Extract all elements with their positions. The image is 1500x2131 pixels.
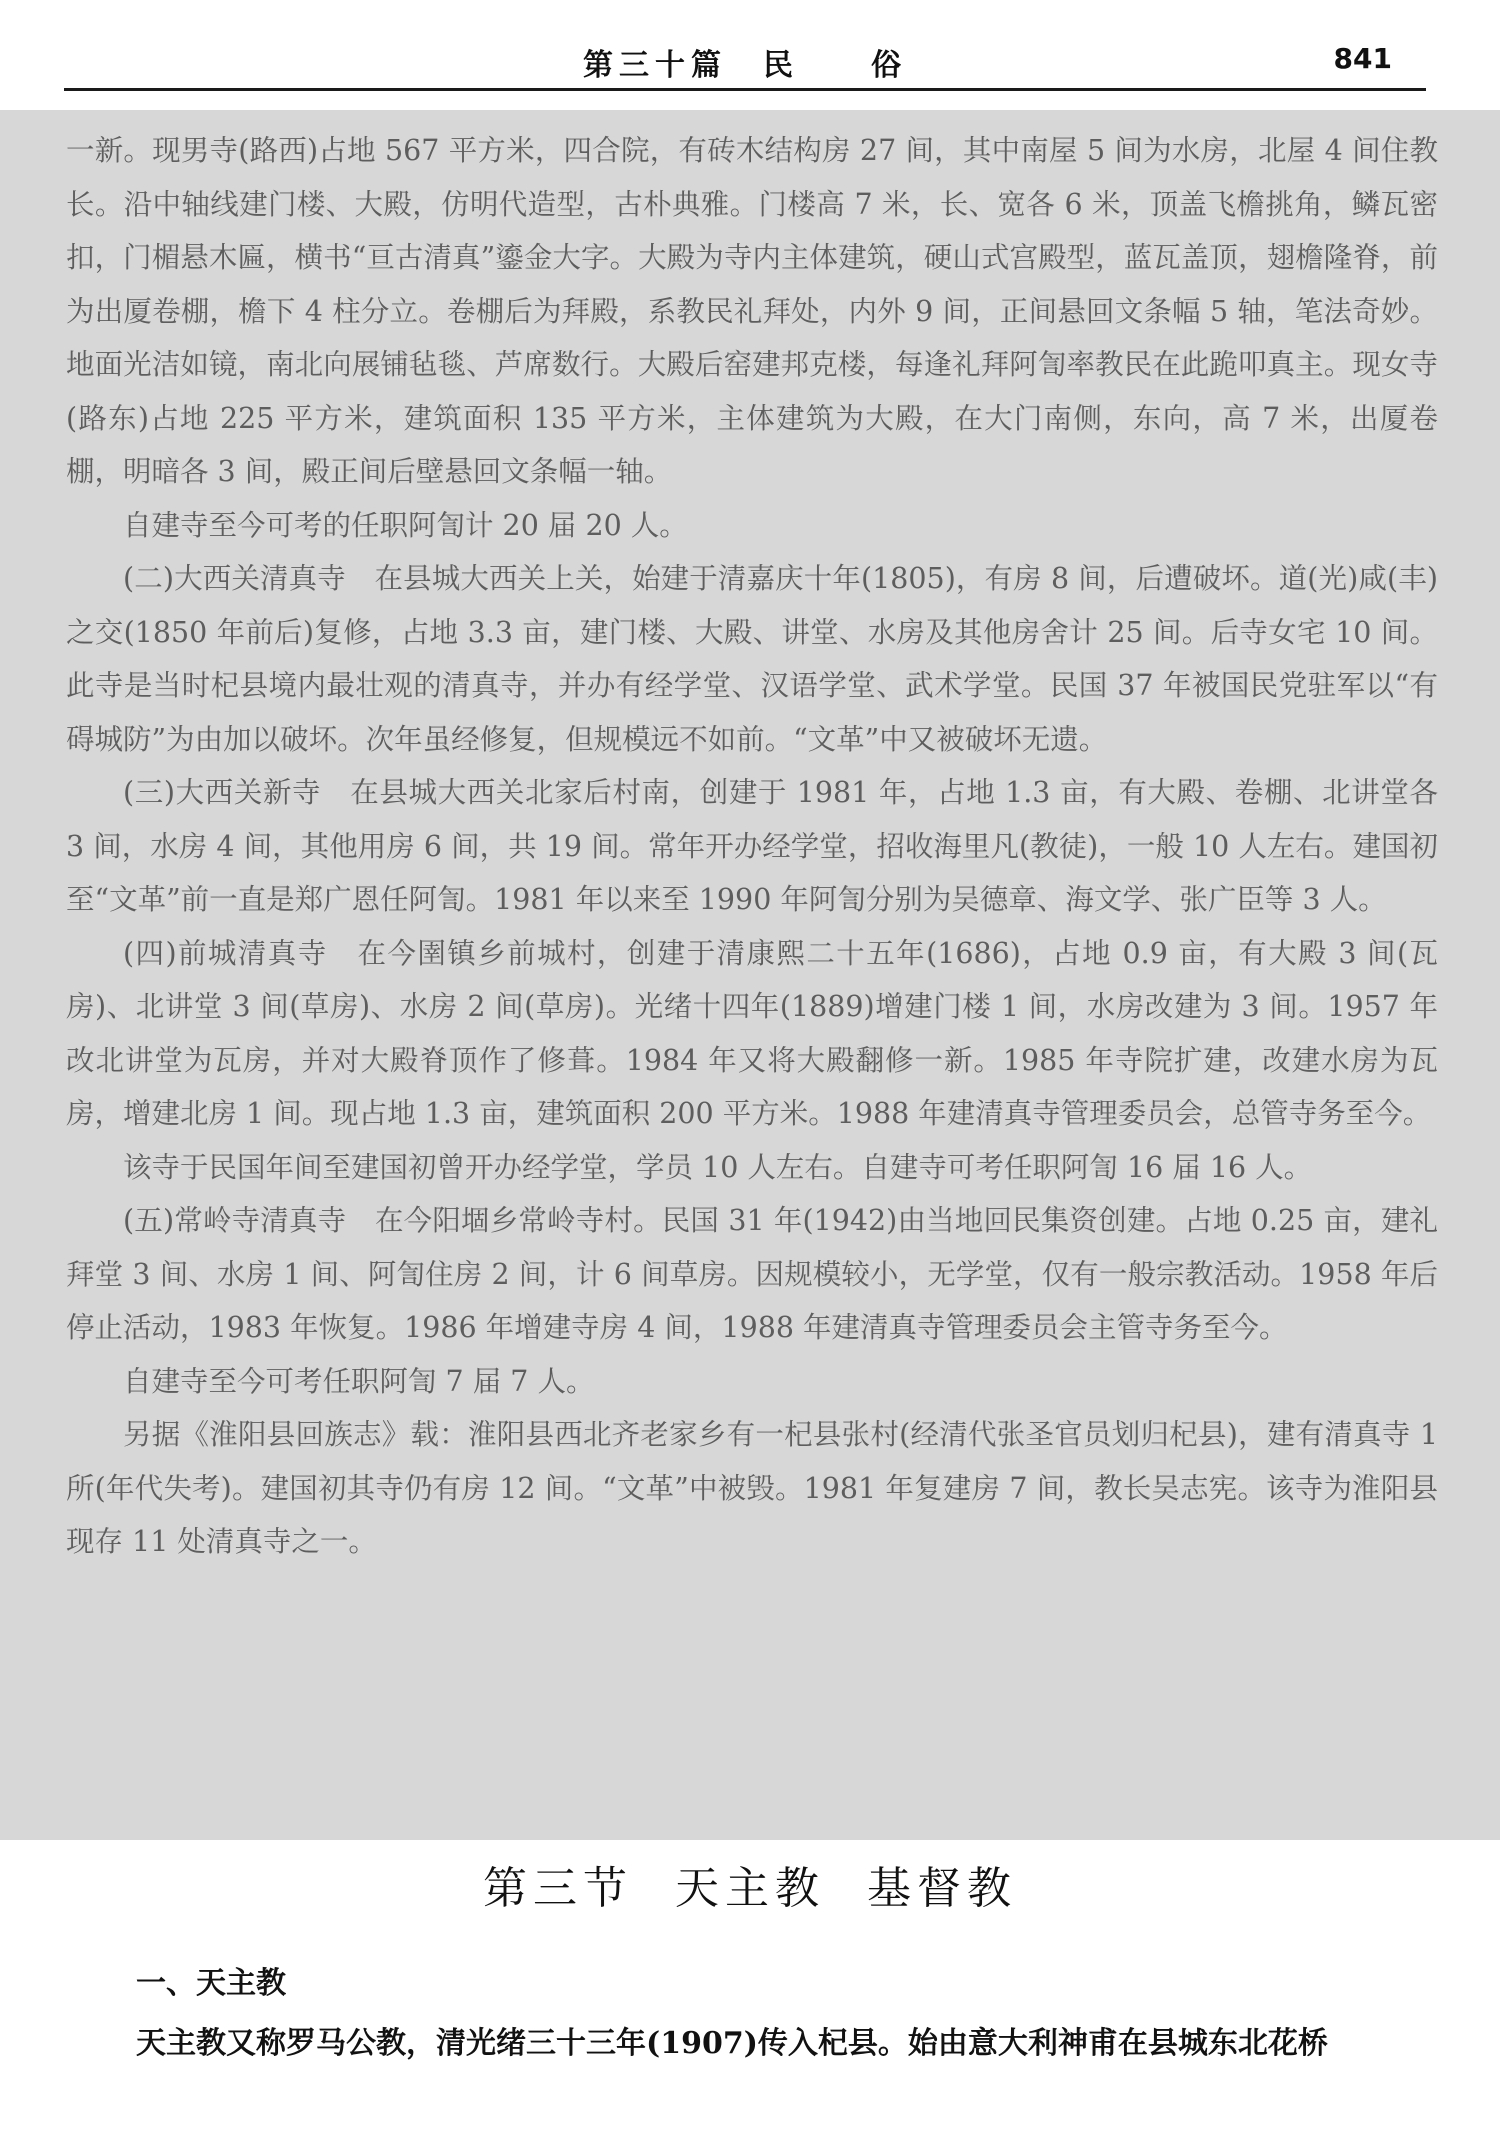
section-heading — [0, 1852, 1500, 1916]
body-text — [66, 124, 1438, 1569]
catholicism-paragraph: 天主教又称罗马公教，清光绪三十三年(1907)传入杞县。始由意大利神甫在县城东北花桥 — [136, 2026, 1328, 2061]
paragraph-qiancheng-mosque: (四)前城清真寺 在今圉镇乡前城村，创建于清康熙二十五年(1686)，占地 0.9 亩，有大殿 3 间(瓦房)、北讲堂 3 间(草房)、水房 2 间(草房)。光绪十四年(1889)增建门楼 1 间，水房改建为 3 间。1957 年改北讲堂为瓦房，并对大殿脊顶作了修葺。1984 年又将大殿翻修一新。1985 年寺院扩建，改建水房为瓦房，增建北房 1 间。现占地 1.3 亩，建筑面积 200 平方米。1988 年建清真寺管理委员会，总管寺务至今。 — [66, 936, 1438, 1130]
paragraph-daxiguan-new-mosque: (三)大西关新寺 在县城大西关北家后村南，创建于 1981 年，占地 1.3 亩，有大殿、卷棚、北讲堂各 3 间，水房 4 间，其他用房 6 间，共 19 间。常年开办经学堂，招收海里凡(教徒)，一般 10 人左右。建国初至“文革”前一直是郑广恩任阿訇。1981 年以来至 1990 年阿訇分别为吴德章、海文学、张广臣等 3 人。 — [66, 776, 1438, 916]
page-number: 841 — [1333, 42, 1392, 75]
paragraph-daxiguan-mosque: (二)大西关清真寺 在县城大西关上关，始建于清嘉庆十年(1805)，有房 8 间，后遭破坏。道(光)咸(丰)之交(1850 年前后)复修，占地 3.3 亩，建门楼、大殿、讲堂、水房及其他房舍计 25 间。后寺女宅 10 间。此寺是当时杞县境内最壮观的清真寺，并办有经学堂、汉语学堂、武术学堂。民国 37 年被国民党驻军以“有碍城防”为由加以破坏。次年虽经修复，但规模远不如前。“文革”中又被破坏无遗。 — [66, 562, 1438, 756]
paragraph-qiancheng-school: 该寺于民国年间至建国初曾开办经学堂，学员 10 人左右。自建寺可考任职阿訇 16 届 16 人。 — [123, 1150, 1313, 1184]
paragraph-imam-count-1: 自建寺至今可考的任职阿訇计 20 届 20 人。 — [123, 508, 688, 542]
section-topic-christianity: 基督教 — [867, 1863, 1017, 1914]
section-number: 第三节 — [483, 1863, 633, 1914]
subsection-heading: 一、天主教 — [136, 1966, 286, 2001]
paragraph-mosque-1-continued: 一新。现男寺(路西)占地 567 平方米，四合院，有砖木结构房 27 间，其中南屋 5 间为水房，北屋 4 间住教长。沿中轴线建门楼、大殿，仿明代造型，古朴典雅。门楼高 7 米，长、宽各 6 米，顶盖飞檐挑角，鳞瓦密扣，门楣悬木匾，横书“亘古清真”鎏金大字。大殿为寺内主体建筑，硬山式宫殿型，蓝瓦盖顶，翅檐隆脊，前为出厦卷棚，檐下 4 柱分立。卷棚后为拜殿，系教民礼拜处，内外 9 间，正间悬回文条幅 5 轴，笔法奇妙。地面光洁如镜，南北向展铺毡毯、芦席数行。大殿后窑建邦克楼，每逢礼拜阿訇率教民在此跪叩真主。现女寺(路东)占地 225 平方米，建筑面积 135 平方米，主体建筑为大殿，在大门南侧，东向，高 7 米，出厦卷棚，明暗各 3 间，殿正间后壁悬回文条幅一轴。 — [66, 134, 1438, 488]
paragraph-changlingsi-mosque: (五)常岭寺清真寺 在今阳堌乡常岭寺村。民国 31 年(1942)由当地回民集资创建。占地 0.25 亩，建礼拜堂 3 间、水房 1 间、阿訇住房 2 间，计 6 间草房。因规模较小，无学堂，仅有一般宗教活动。1958 年后停止活动，1983 年恢复。1986 年增建寺房 4 间，1988 年建清真寺管理委员会主管寺务至今。 — [66, 1204, 1438, 1344]
chapter-title: 第三十篇 民 俗 — [583, 48, 907, 83]
paragraph-huaiyang-note: 另据《淮阳县回族志》载：淮阳县西北齐老家乡有一杞县张村(经清代张圣官员划归杞县)，建有清真寺 1 所(年代失考)。建国初其寺仍有房 12 间。“文革”中被毁。1981 年复建房 7 间，教长吴志宪。该寺为淮阳县现存 11 处清真寺之一。 — [66, 1418, 1438, 1558]
section-topic-catholicism: 天主教 — [675, 1863, 825, 1914]
paragraph-imam-count-5: 自建寺至今可考任职阿訇 7 届 7 人。 — [123, 1364, 595, 1398]
page-header — [64, 28, 1426, 91]
